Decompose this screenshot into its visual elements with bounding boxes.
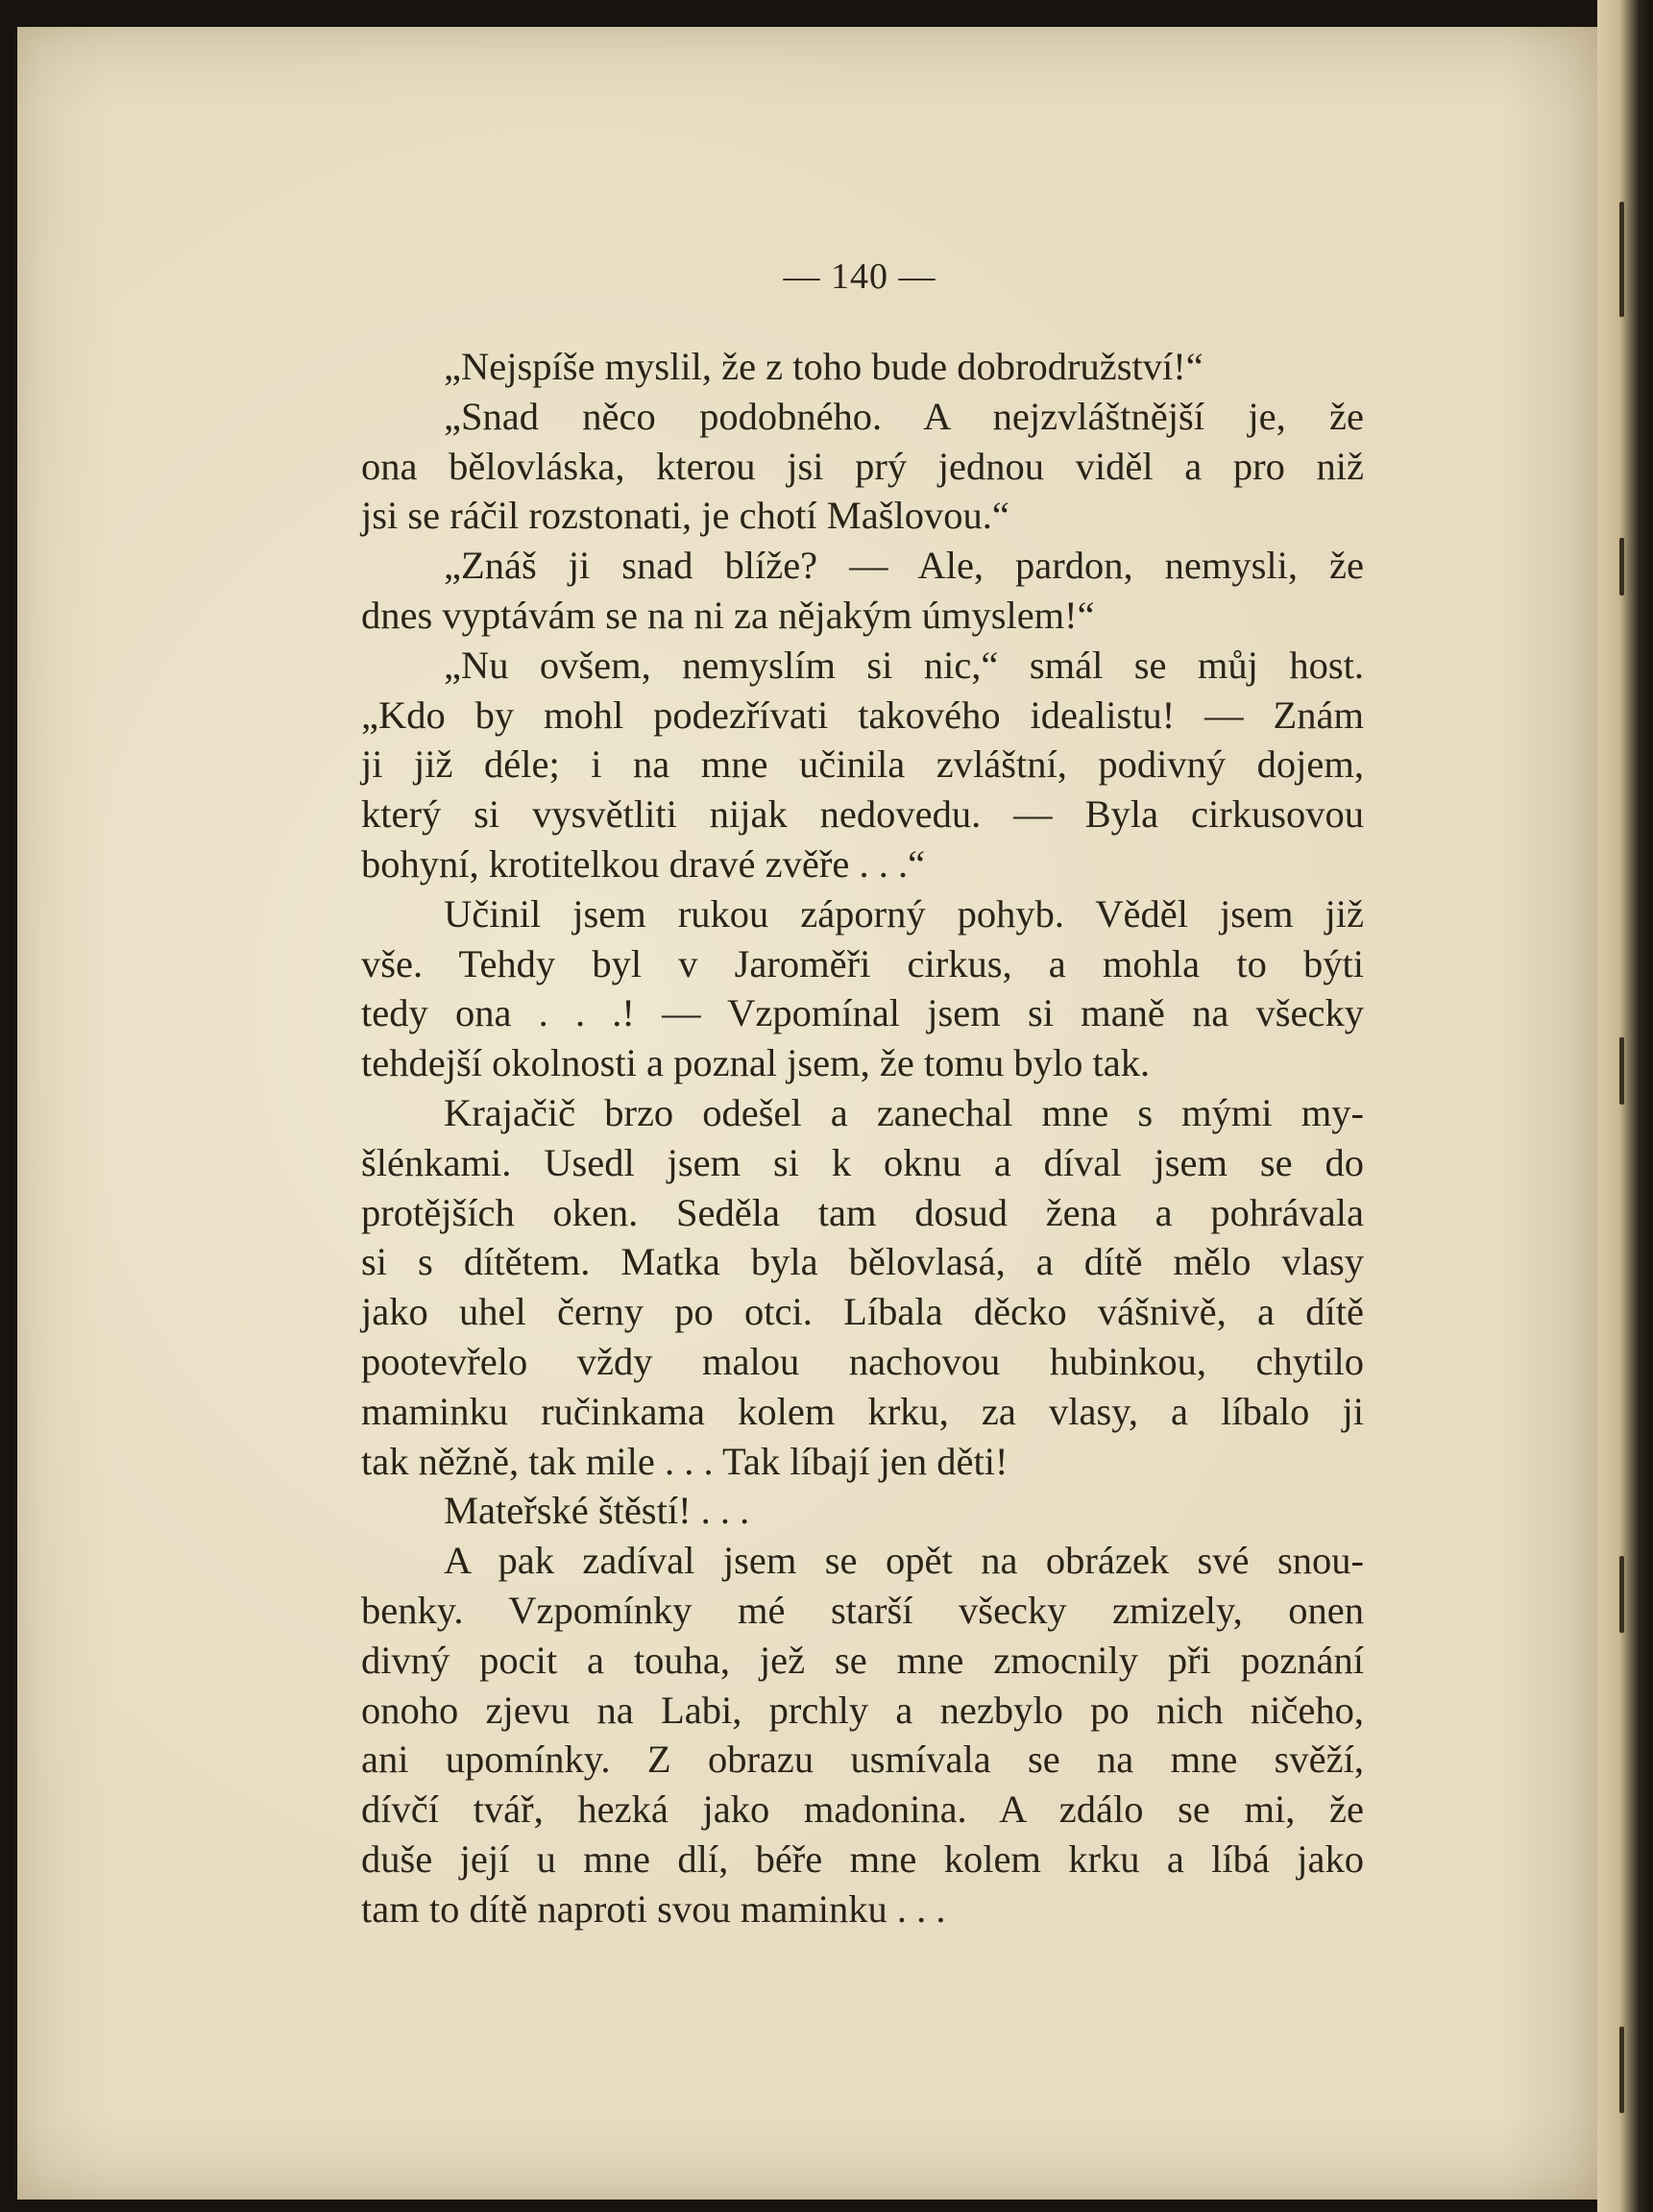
text-line: ona bělovláska, kterou jsi prý jednou viděl a pro niž	[361, 444, 1364, 488]
text-line: tam to dítě naproti svou maminku . . .	[361, 1886, 946, 1931]
text-line: pootevřelo vždy malou nachovou hubinkou, chytilo	[361, 1339, 1364, 1383]
body-text	[361, 342, 1364, 1934]
text-line: onoho zjevu na Labi, prchly a nezbylo po nich ničeho,	[361, 1688, 1364, 1732]
text-line: ani upomínky. Z obrazu usmívala se na mne svěží,	[361, 1738, 1364, 1782]
text-line: tak něžně, tak mile . . . Tak líbají jen děti!	[361, 1439, 1009, 1483]
text-line: divný pocit a touha, jež se mne zmocnily při poznání	[361, 1638, 1364, 1682]
spine-mark	[1619, 2027, 1624, 2113]
text-line: bohyní, krotitelkou dravé zvěře . . .“	[361, 841, 926, 886]
book-spine-edge	[1597, 0, 1653, 2212]
text-line: jsi se ráčil rozstonati, je chotí Mašlovou.“	[361, 494, 1009, 538]
text-line: „Nu ovšem, nemyslím si nic,“ smál se můj host.	[444, 643, 1364, 687]
text-line: Krajačič brzo odešel a zanechal mne s mými my-	[444, 1090, 1364, 1134]
text-line: „Snad něco podobného. A nejzvláštnější je, že	[444, 394, 1364, 438]
text-line: ji již déle; i na mne učinila zvláštní, podivný dojem,	[361, 742, 1364, 787]
text-line: dnes vyptávám se na ni za nějakým úmyslem!“	[361, 593, 1095, 637]
text-line: Mateřské štěstí! . . .	[444, 1489, 750, 1533]
text-line: maminku ručinkama kolem krku, za vlasy, a líbalo ji	[361, 1389, 1364, 1433]
text-line: tedy ona . . .! — Vzpomínal jsem si maně na všecky	[361, 991, 1364, 1035]
spine-mark	[1619, 1037, 1624, 1105]
spine-mark	[1619, 1556, 1624, 1633]
spine-mark	[1619, 538, 1624, 596]
text-line: tehdejší okolnosti a poznal jsem, že tomu bylo tak.	[361, 1041, 1151, 1085]
text-line: Učinil jsem rukou záporný pohyb. Věděl jsem již	[444, 891, 1364, 936]
text-line: „Znáš ji snad blíže? — Ale, pardon, nemysli, že	[444, 544, 1364, 588]
text-line: duše její u mne dlí, béře mne kolem krku a líbá jako	[361, 1836, 1364, 1881]
text-line: jako uhel černy po otci. Líbala děcko vášnivě, a dítě	[361, 1290, 1364, 1334]
page-number: — 140 —	[783, 256, 936, 297]
text-line: vše. Tehdy byl v Jaroměři cirkus, a mohla to býti	[361, 941, 1364, 985]
text-line: šlénkami. Usedl jsem si k oknu a díval jsem se do	[361, 1140, 1364, 1184]
text-line: dívčí tvář, hezká jako madonina. A zdálo se mi, že	[361, 1787, 1364, 1832]
text-line: „Kdo by mohl podezřívati takového idealistu! — Znám	[361, 693, 1364, 737]
text-line: „Nejspíše myslil, že z toho bude dobrodružství!“	[444, 345, 1203, 388]
text-line: A pak zadíval jsem se opět na obrázek své snou-	[444, 1539, 1364, 1583]
text-line: který si vysvětliti nijak nedovedu. — Byla cirkusovou	[361, 792, 1364, 837]
text-line: si s dítětem. Matka byla bělovlasá, a dítě mělo vlasy	[361, 1240, 1364, 1284]
text-line: benky. Vzpomínky mé starší všecky zmizely, onen	[361, 1588, 1364, 1632]
text-line: protějších oken. Seděla tam dosud žena a pohrávala	[361, 1190, 1364, 1234]
